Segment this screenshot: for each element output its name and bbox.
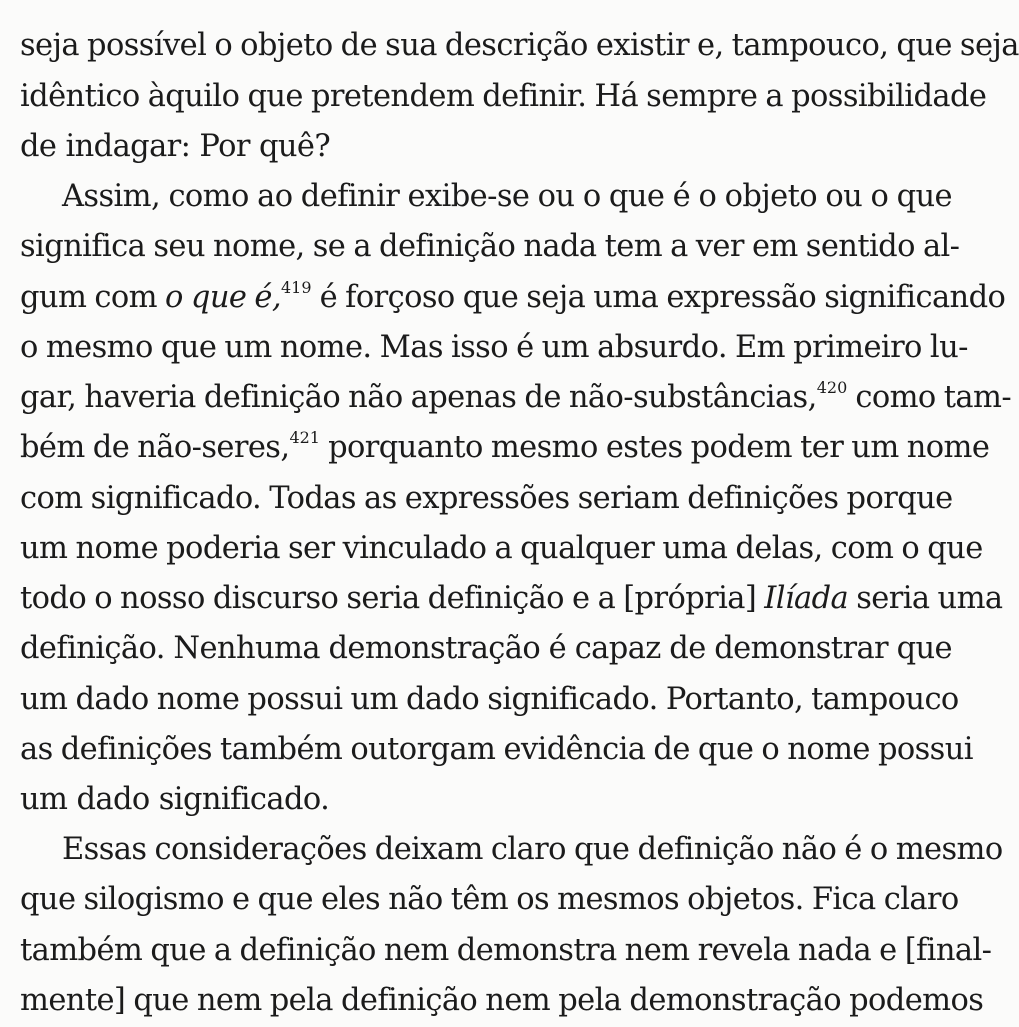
text-line: gum com o que é,$^{419}$ é forçoso que seja uma expressão significando — [20, 278, 1006, 315]
text-line: gar, haveria definição não apenas de não-substâncias,$^{420}$ como tam- — [20, 378, 1012, 415]
text-line: significa seu nome, se a definição nada tem a ver em sentido al- — [20, 229, 960, 264]
text-line: um nome poderia ser vinculado a qualquer uma delas, com o que — [20, 531, 983, 566]
text-line: que silogismo e que eles não têm os mesmos objetos. Fica claro — [20, 882, 959, 917]
footnote-ref: 419 — [280, 278, 312, 297]
italic-title: Ilíada — [764, 581, 849, 616]
text-line: mente] que nem pela definição nem pela demonstração podemos — [20, 983, 984, 1018]
text-line: Essas considerações deixam claro que definição não é o mesmo — [62, 832, 1003, 867]
text-line: um dado nome possui um dado significado. Portanto, tampouco — [20, 682, 959, 717]
text-line: seja possível o objeto de sua descrição existir e, tampouco, que seja — [20, 28, 1019, 63]
footnote-ref: 420 — [816, 378, 848, 397]
text-line: as definições também outorgam evidência de que o nome possui — [20, 732, 973, 767]
text-line: definição. Nenhuma demonstração é capaz de demonstrar que — [20, 631, 952, 666]
text-line: todo o nosso discurso seria definição e a [própria] Ilíada seria uma — [20, 581, 1003, 616]
text-line: bém de não-seres,$^{421}$ porquanto mesmo estes podem ter um nome — [20, 428, 990, 465]
text-line: com significado. Todas as expressões seriam definições porque — [20, 481, 953, 516]
text-line: também que a definição nem demonstra nem revela nada e [final- — [20, 933, 992, 968]
text-line: de indagar: Por quê? — [20, 129, 331, 164]
text-line: um dado significado. — [20, 782, 330, 817]
italic-term: o que é, — [165, 280, 281, 315]
text-line: o mesmo que um nome. Mas isso é um absurdo. Em primeiro lu- — [20, 330, 968, 365]
text-line: idêntico àquilo que pretendem definir. Há sempre a possibilidade — [20, 79, 987, 114]
text-line: Assim, como ao definir exibe-se ou o que é o objeto ou o que — [62, 179, 952, 214]
footnote-ref: 421 — [289, 428, 320, 447]
